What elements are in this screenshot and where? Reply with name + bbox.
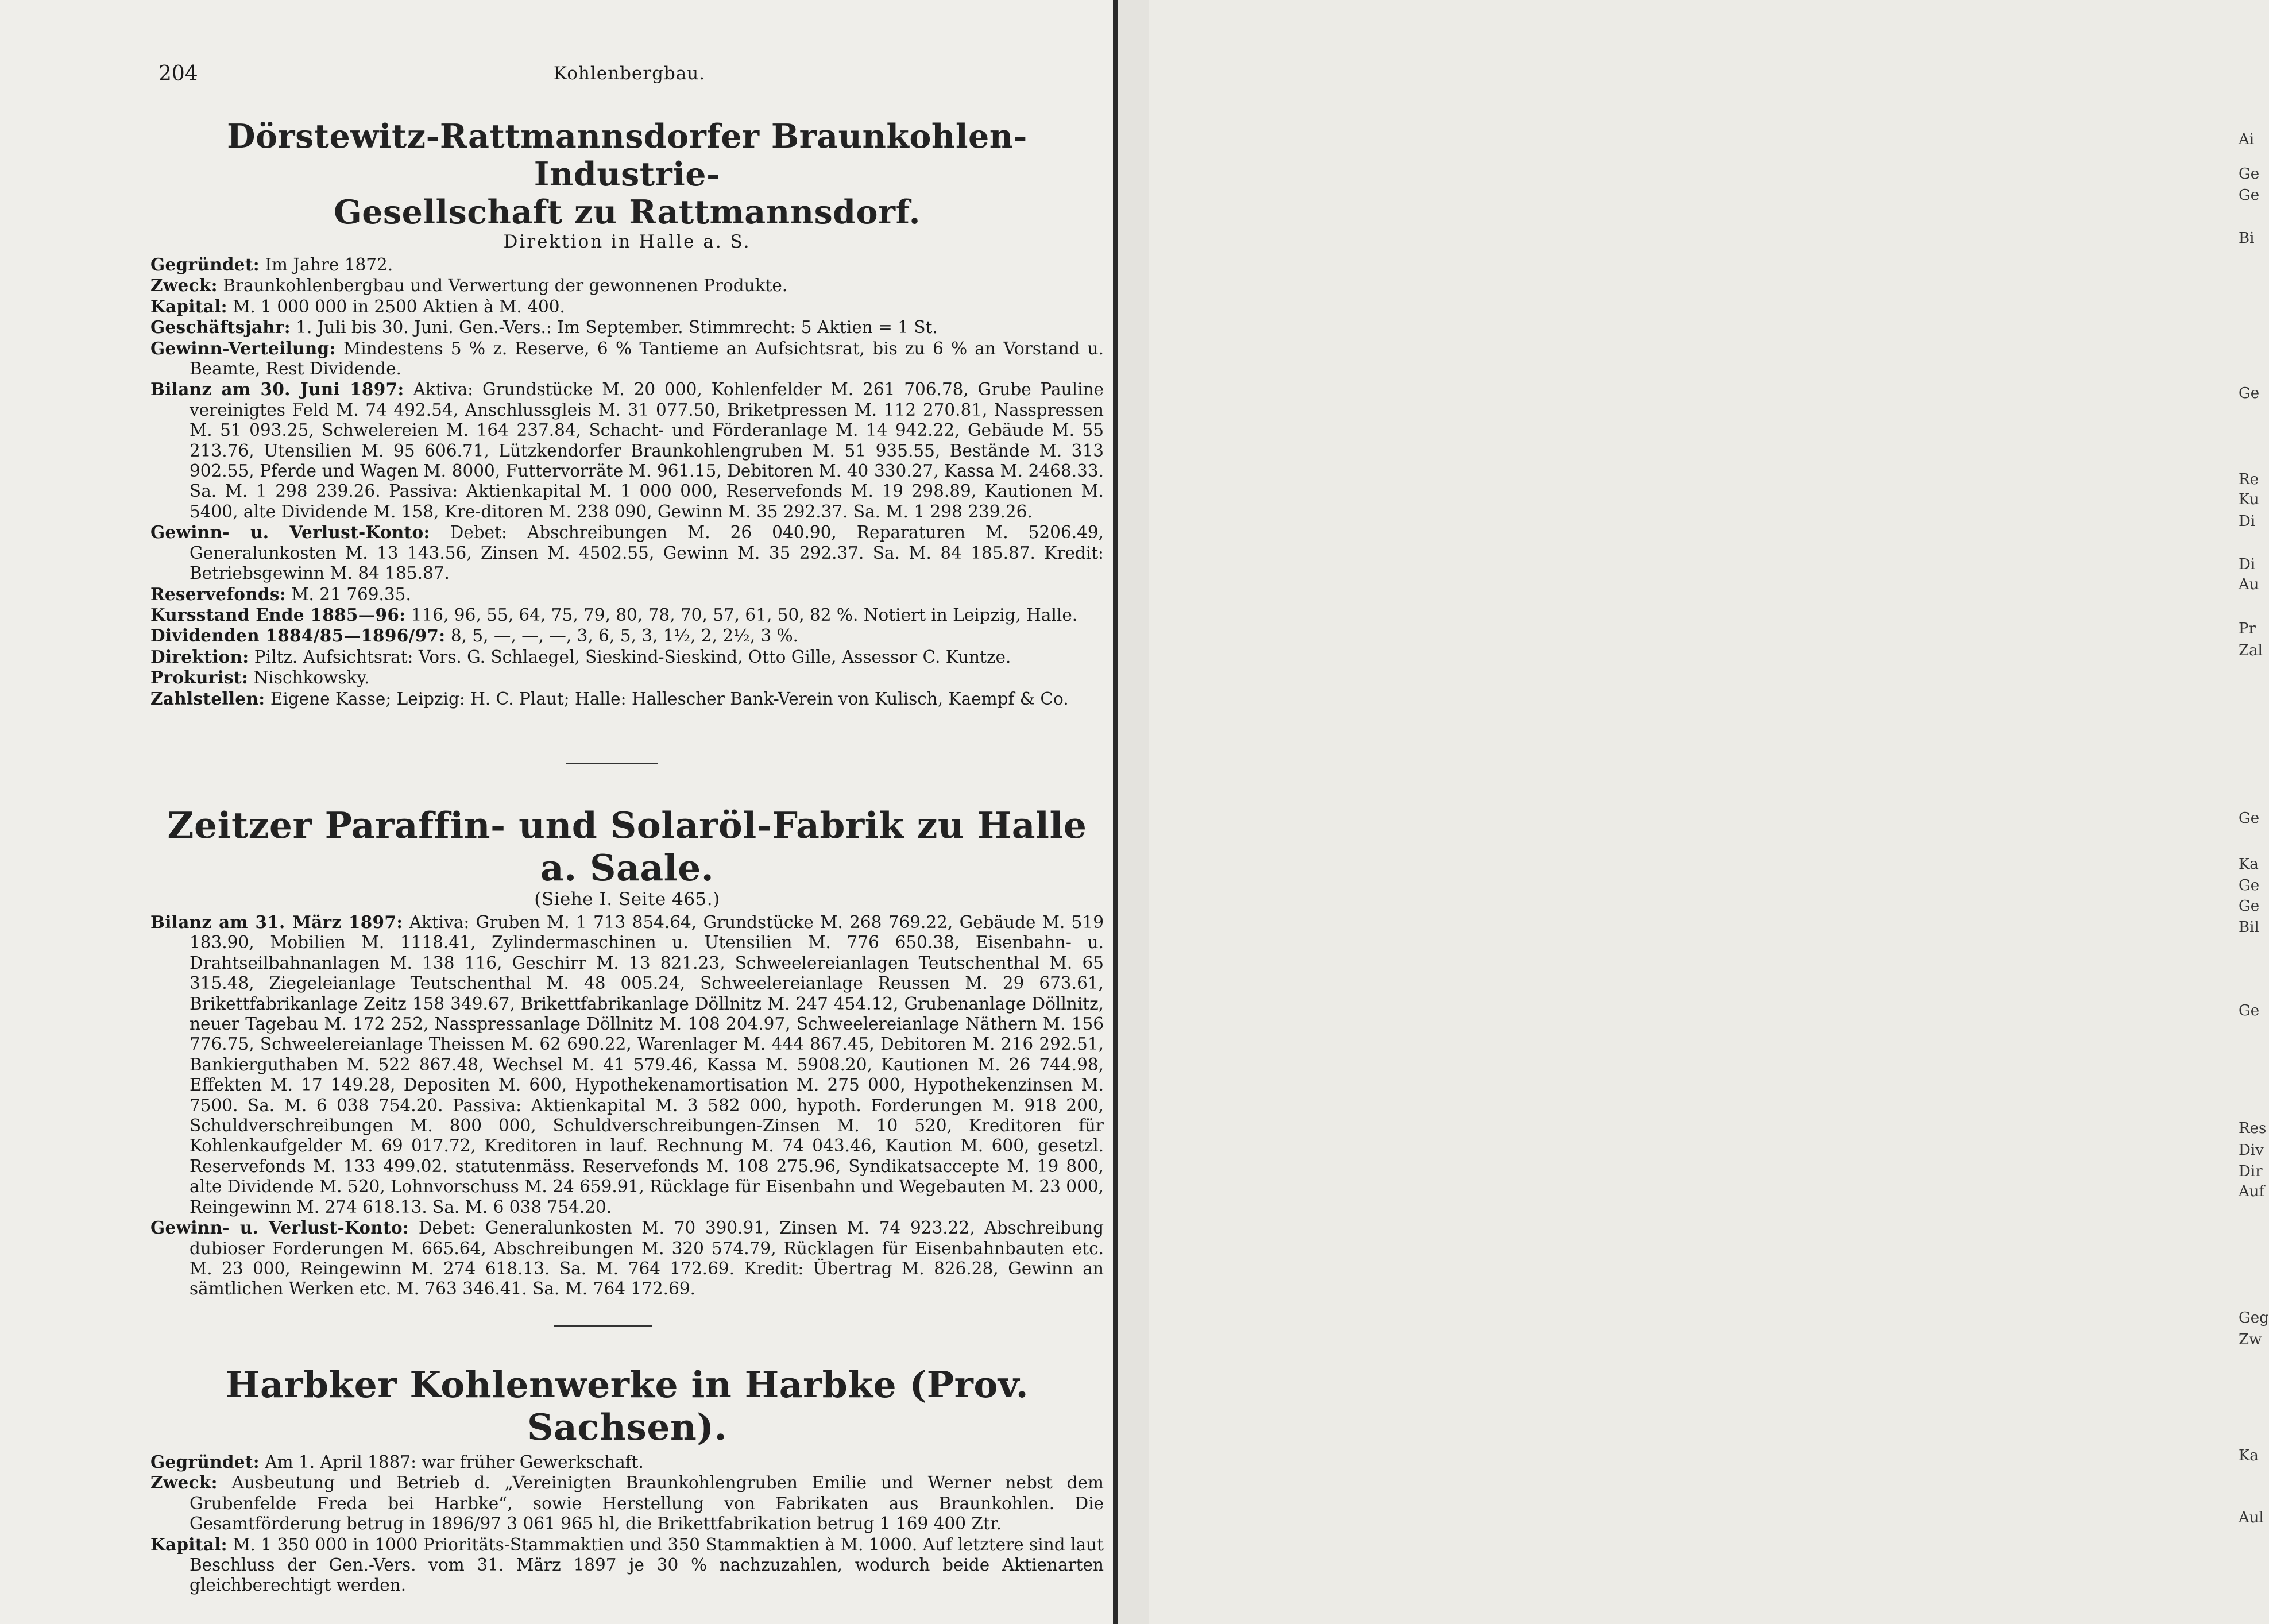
entry-text: Im Jahre 1872. (265, 255, 393, 274)
entry-text: Debet: Generalunkosten M. 70 390.91, Zinsen M. 74 923.22, Abschreibung dubioser Forderungen M. 665.64, Abschreibungen M. 320 574.79, Rücklagen für Eisenbahnbauten etc. M. 23 000, Reingewinn M. 274 618.13. Sa. M. 764 172.69. Kredit: Übertrag M. 826.28, Gewinn an sämtlichen Werken etc. M. 763 346.41. Sa. M. 764 172.69. (190, 1218, 1104, 1299)
entry-text: M. 21 769.35. (291, 584, 411, 604)
entry (150, 522, 1104, 583)
margin-fragment: Di (2239, 513, 2256, 530)
entry-label: Bilanz am 30. Juni 1897: (150, 379, 404, 400)
entry-label: Gegründet: (150, 1452, 260, 1472)
margin-fragment: Ka (2239, 856, 2259, 873)
adjacent-page-edge (1118, 0, 2269, 1624)
margin-fragment: Di (2239, 556, 2256, 573)
entry (150, 296, 1104, 317)
entry-label: Gewinn- u. Verlust-Konto: (150, 1217, 409, 1238)
entry-label: Kapital: (150, 1534, 227, 1555)
entry-text: 1. Juli bis 30. Juni. Gen.-Vers.: Im September. Stimmrecht: 5 Aktien = 1 St. (296, 318, 938, 338)
entry-text: Mindestens 5 % z. Reserve, 6 % Tantieme an Aufsichtsrat, bis zu 6 % an Vorstand u. Beamte, Rest Dividende. (190, 338, 1104, 379)
company-title: Zeitzer Paraffin- und Solaröl-Fabrik zu Halle a. Saale. (167, 804, 1087, 889)
entry (150, 625, 1104, 646)
margin-fragment: Ge (2239, 165, 2260, 183)
entry-text: M. 1 350 000 in 1000 Prioritäts-Stammaktien und 350 Stammaktien à M. 1000. Auf letztere sind laut Beschluss der Gen.-Vers. vom 31. März 1897 je 30 % nachzuzahlen, wodurch beide Aktienarten gleichberechtigt werden. (190, 1534, 1104, 1595)
entry-label: Gegründet: (150, 254, 260, 274)
entry (150, 338, 1104, 380)
entry (150, 1534, 1104, 1596)
entry-text: 116, 96, 55, 64, 75, 79, 80, 78, 70, 57, 61, 50, 82 %. Notiert in Leipzig, Halle. (411, 605, 1078, 625)
company-subtitle: Direktion in Halle a. S. (503, 231, 751, 252)
entry-label: Zweck: (150, 275, 218, 296)
entry-text: M. 1 000 000 in 2500 Aktien à M. 400. (233, 296, 565, 316)
margin-fragment: Ge (2239, 187, 2260, 204)
document-page (0, 0, 1114, 1624)
entry (150, 605, 1104, 625)
entry-label: Gewinn- u. Verlust-Konto: (150, 522, 430, 543)
entry-label: Gewinn-Verteilung: (150, 338, 336, 358)
company-title: Dörstewitz-Rattmannsdorfer Braunkohlen-Industrie- (227, 117, 1027, 194)
margin-fragment: Zw (2239, 1331, 2262, 1348)
entry-text: Am 1. April 1887: war früher Gewerkschaft. (265, 1452, 644, 1472)
page-header (159, 62, 1100, 88)
margin-fragment: Bi (2239, 230, 2255, 247)
entry (150, 317, 1104, 338)
margin-fragment: Auf (2239, 1183, 2265, 1200)
margin-fragment: Ge (2239, 385, 2260, 402)
entry (150, 275, 1104, 296)
entry (150, 584, 1104, 605)
entry-label: Geschäftsjahr: (150, 317, 291, 338)
entry-text: Piltz. Aufsichtsrat: Vors. G. Schlaegel, Sieskind-Sieskind, Otto Gille, Assessor C. Kuntze. (254, 647, 1011, 667)
entry (150, 1452, 1104, 1472)
company-title-line2: Gesellschaft zu Rattmannsdorf. (334, 193, 921, 231)
margin-fragment: Geg (2239, 1309, 2269, 1327)
entry (150, 1472, 1104, 1534)
company-title: Harbker Kohlenwerke in Harbke (Prov. Sachsen). (225, 1363, 1029, 1448)
entry (150, 667, 1104, 688)
margin-fragment: Aul (2239, 1509, 2264, 1526)
entry-text: Nischkowsky. (253, 668, 370, 688)
entry-label: Kursstand Ende 1885—96: (150, 604, 406, 625)
company-section (150, 804, 1104, 1300)
margin-fragment: Ge (2239, 810, 2260, 827)
section-divider (554, 1325, 652, 1327)
entry-label: Kapital: (150, 296, 227, 316)
entry-text: Aktiva: Gruben M. 1 713 854.64, Grundstücke M. 268 769.22, Gebäude M. 519 183.90, Mobilien M. 1118.41, Zylindermaschinen u. Utensilien M. 776 650.38, Eisenbahn- u. Drahtseilbahnanlagen M. 138 116, Geschirr M. 13 821.23, Schweelereianlagen Teutschenthal M. 65 315.48, Ziegeleianlage Teutschenthal M. 48 005.24, Schweelereianlage Reussen M. 29 673.61, Brikettfabrikanlage Zeitz 158 349.67, Brikettfabrikanlage Döllnitz M. 247 454.12, Grubenanlage Döllnitz, neuer Tagebau M. 172 252, Nasspressanlage Döllnitz M. 108 204.97, Schweelereianlage Näthern M. 156 776.75, Schweelereianlage Theissen M. 62 690.22, Warenlager M. 444 867.45, Debitoren M. 216 292.51, Bankierguthaben M. 522 867.48, Wechsel M. 41 579.46, Kassa M. 5908.20, Kautionen M. 26 744.98, Effekten M. 17 149.28, Depositen M. 600, Hypothekenamortisation M. 275 000, Hypothekenzinsen M. 7500. Sa. M. 6 038 754.20. Passiva: Aktienkapital M. 3 582 000, hypoth. Forderungen M. 918 200, Schuldverschreibungen M. 800 000, Schuldverschreibungen-Zinsen M. 10 520, Kreditoren für Kohlenkaufgelder M. 69 017.72, Kreditoren in lauf. Rechnung M. 74 043.46, Kaution M. 600, gesetzl. Reservefonds M. 133 499.02. statutenmäss. Reservefonds M. 108 275.96, Syndikatsaccepte M. 19 800, alte Dividende M. 520, Lohnvorschuss M. 24 659.91, Rücklage für Eisenbahn und Wegebauten M. 23 000, Reingewinn M. 274 618.13. Sa. M. 6 038 754.20. (190, 912, 1104, 1217)
margin-fragment: Ge (2239, 877, 2260, 894)
margin-fragment: Re (2239, 471, 2259, 488)
section-divider (566, 763, 658, 764)
entry (150, 1217, 1104, 1300)
margin-fragment: Dir (2239, 1163, 2263, 1180)
entry-text: Aktiva: Grundstücke M. 20 000, Kohlenfelder M. 261 706.78, Grube Pauline vereinigtes Feld M. 74 492.54, Anschlussgleis M. 31 077.50, Briketpressen M. 112 270.81, Nasspressen M. 51 093.25, Schwelereien M. 164 237.84, Schacht- und Förderanlage M. 14 942.22, Gebäude M. 55 213.76, Utensilien M. 95 606.71, Lützkendorfer Braunkohlengruben M. 51 935.55, Bestände M. 313 902.55, Pferde und Wagen M. 8000, Futtervorräte M. 961.15, Debitoren M. 40 330.27, Kassa M. 2468.33. Sa. M. 1 298 239.26. Passiva: Aktienkapital M. 1 000 000, Reservefonds M. 19 298.89, Kautionen M. 5400, alte Dividende M. 158, Kre-ditoren M. 238 090, Gewinn M. 35 292.37. Sa. M. 1 298 239.26. (190, 380, 1104, 521)
entry-label: Direktion: (150, 646, 249, 667)
margin-fragment: Ku (2239, 491, 2259, 508)
margin-fragment: Bil (2239, 919, 2259, 936)
margin-fragment: Ka (2239, 1447, 2259, 1464)
entry-label: Dividenden 1884/85—1896/97: (150, 625, 446, 646)
entry-label: Bilanz am 31. März 1897: (150, 912, 403, 932)
page-number: 204 (159, 62, 198, 86)
margin-fragment: Div (2239, 1142, 2264, 1159)
margin-fragment: Ge (2239, 898, 2260, 915)
margin-fragment: Pr (2239, 620, 2256, 637)
entry (150, 912, 1104, 1217)
margin-fragment: Zal (2239, 642, 2263, 659)
binding-gutter (1113, 0, 1118, 1624)
margin-fragment: Ge (2239, 1002, 2260, 1019)
entry-text: Debet: Abschreibungen M. 26 040.90, Reparaturen M. 5206.49, Generalunkosten M. 13 143.56, Zinsen M. 4502.55, Gewinn M. 35 292.37. Sa. M. 84 185.87. Kredit: Betriebsgewinn M. 84 185.87. (190, 523, 1104, 583)
entry-text: Eigene Kasse; Leipzig: H. C. Plaut; Halle: Hallescher Bank-Verein von Kulisch, Kaempf & Co. (270, 689, 1069, 709)
entry-label: Zahlstellen: (150, 688, 265, 709)
entry-label: Prokurist: (150, 667, 249, 688)
entry-text: Ausbeutung und Betrieb d. „Vereinigten Braunkohlengruben Emilie und Werner nebst dem Grubenfelde Freda bei Harbke“, sowie Herstellung von Fabrikaten aus Braunkohlen. Die Gesamtförderung betrug in 1896/97 3 061 965 hl, die Brikettfabrikation betrug 1 169 400 Ztr. (190, 1473, 1104, 1534)
margin-fragment: Ai (2239, 131, 2255, 148)
entry (150, 254, 1104, 275)
company-section (150, 118, 1104, 709)
entry-label: Zweck: (150, 1472, 218, 1493)
margin-fragment: Res (2239, 1120, 2267, 1137)
entry-label: Reservefonds: (150, 583, 286, 604)
entry (150, 379, 1104, 522)
entry-text: Braunkohlenbergbau und Verwertung der gewonnenen Produkte. (223, 276, 788, 296)
margin-fragment: Au (2239, 576, 2259, 593)
company-section (150, 1363, 1104, 1596)
running-head: Kohlenbergbau. (553, 63, 706, 84)
entry (150, 689, 1104, 709)
entry (150, 647, 1104, 667)
entry-text: 8, 5, —, —, —, 3, 6, 5, 3, 1½, 2, 2½, 3 %. (450, 626, 799, 646)
company-subtitle: (Siehe I. Seite 465.) (534, 889, 720, 910)
